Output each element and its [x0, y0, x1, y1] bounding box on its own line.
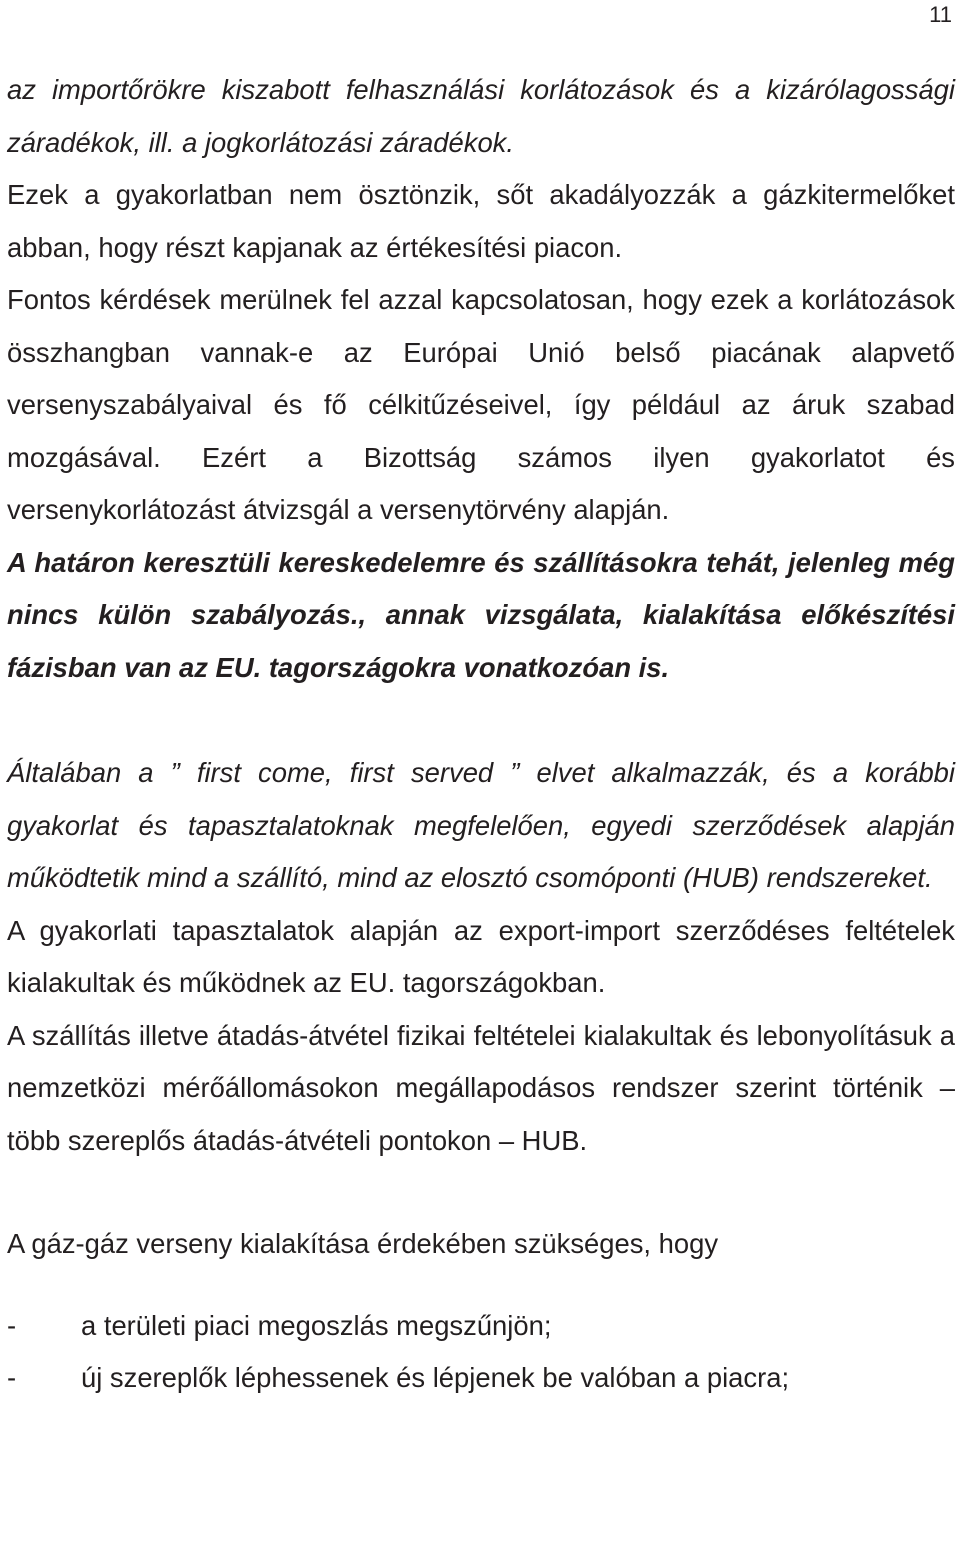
- paragraph-spacer: [7, 694, 955, 747]
- list-item: [7, 1300, 955, 1353]
- page-number: 11: [929, 2, 952, 27]
- paragraph-competition-questions: Fontos kérdések merülnek fel azzal kapcsolatosan, hogy ezek a korlátozások összhangban vannak-e az Európai Unió belső piacának alapvető versenyszabályaival és fő célkitűzéseivel, így például az áruk szabad mozgásával. Ezért a Bizottság számos ilyen gyakorlatot és versenykorlátozást átvizsgál a versenytörvény alapján.: [7, 284, 955, 525]
- paragraph-first-come-first-served: Általában a ” first come, first served ” elvet alkalmazzák, és a korábbi gyakorlat és tapasztalatoknak megfelelően, egyedi szerződések alapján működtetik mind a szállító, mind az elosztó csomóponti (HUB) rendszereket.: [7, 757, 955, 893]
- requirements-list: [7, 1300, 955, 1405]
- document-body: [7, 64, 955, 1405]
- list-bullet: -: [7, 1362, 17, 1393]
- paragraph-spacer: [7, 1167, 955, 1218]
- paragraph-gas-competition-intro: A gáz-gáz verseny kialakítása érdekében szükséges, hogy: [7, 1228, 719, 1259]
- paragraph-import-restrictions: az importőrökre kiszabott felhasználási korlátozások és a kizárólagossági záradékok, ill. a jogkorlátozási záradékok.: [7, 74, 955, 158]
- list-item-text: új szereplők léphessenek és lépjenek be valóban a piacra;: [81, 1362, 790, 1393]
- list-spacer: [7, 1271, 955, 1300]
- paragraph-cross-border-regulation: A határon keresztüli kereskedelemre és szállításokra tehát, jelenleg még nincs külön szabályozás., annak vizsgálata, kialakítása előkészítési fázisban van az EU. tagországokra vonatkozóan is.: [7, 546, 955, 683]
- paragraph-transport-handover: A szállítás illetve átadás-átvétel fizikai feltételei kialakultak és lebonyolításuk a nemzetközi mérőállomásokon megállapodásos rendszer szerint történik – több szereplős átadás-átvételi pontokon – HUB.: [7, 1019, 955, 1156]
- list-bullet: -: [7, 1309, 17, 1341]
- paragraph-export-import-conditions: A gyakorlati tapasztalatok alapján az export-import szerződéses feltételek kialakultak és működnek az EU. tagországokban.: [7, 914, 955, 998]
- list-item-text: a területi piaci megoszlás megszűnjön;: [81, 1309, 552, 1341]
- paragraph-obstacles: Ezek a gyakorlatban nem ösztönzik, sőt akadályozzák a gázkitermelőket abban, hogy részt kapjanak az értékesítési piacon.: [7, 179, 955, 263]
- list-item: [7, 1352, 955, 1405]
